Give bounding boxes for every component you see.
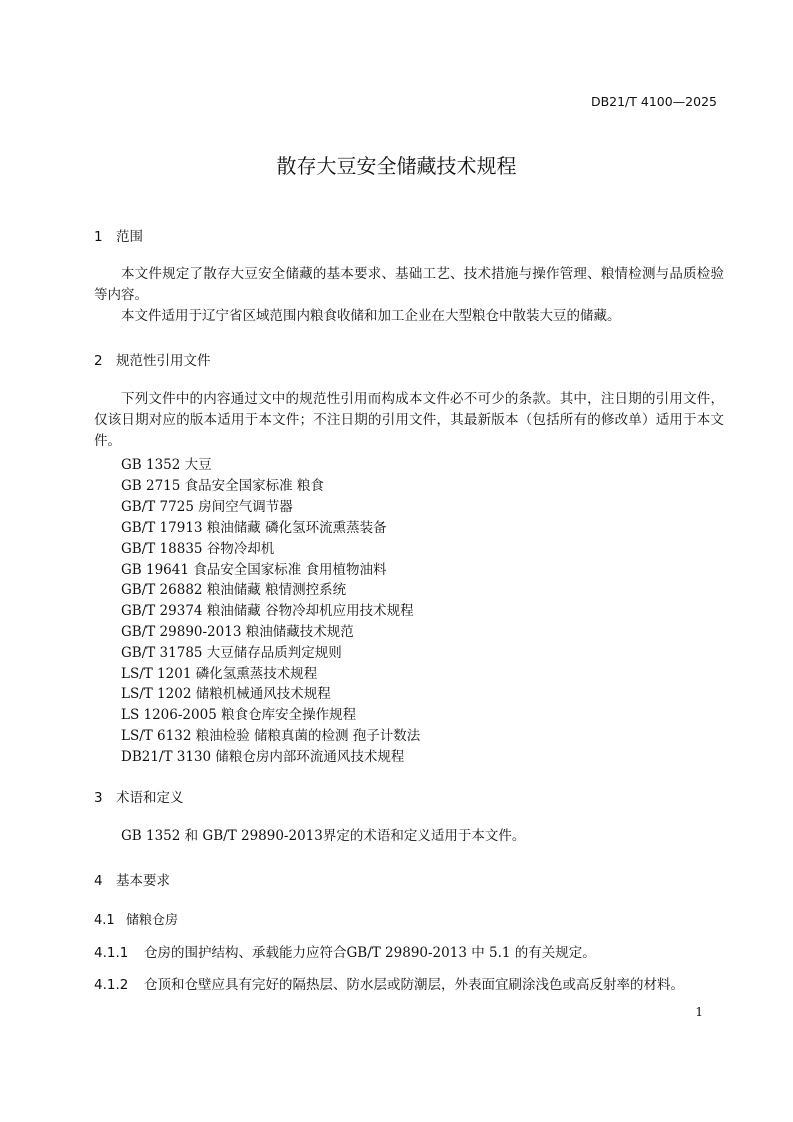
subsection-title: 储粮仓房 [126,913,179,928]
section-title: 基本要求 [116,873,170,889]
clause-number: 4.1.2 [94,977,129,993]
clause-text: 仓房的围护结构、承载能力应符合GB/T 29890-2013 中 5.1 的有关规定。 [144,945,596,961]
subsection-heading-storage-warehouse [94,909,178,928]
references-intro: 下列文件中的内容通过文中的规范性引用而构成本文件必不可少的条款。其中，注日期的引用文件，仅该日期对应的版本适用于本文件；不注日期的引用文件，其最新版本（包括所有的修改单）适用于本文件。 [94,391,724,449]
section-title: 术语和定义 [116,790,184,806]
reference-item: GB 1352 大豆 [121,457,212,473]
clause-text: 仓顶和仓壁应具有完好的隔热层、防水层或防潮层，外表面宜刷涂浅色或高反射率的材料。 [144,977,684,993]
terms-paragraph: GB 1352 和 GB/T 29890-2013界定的术语和定义适用于本文件。 [121,828,526,844]
reference-item: GB/T 18835 谷物冷却机 [121,541,275,557]
reference-item: LS/T 1201 磷化氢熏蒸技术规程 [121,666,318,682]
standard-code: DB21/T 4100—2025 [590,94,717,109]
clause-number: 4.1.1 [94,945,129,961]
reference-item: GB/T 31785 大豆储存品质判定规则 [121,645,342,661]
section-number: 2 [94,353,103,369]
reference-item: GB 2715 食品安全国家标准 粮食 [121,478,324,494]
section-heading-basic-requirements [94,869,170,889]
clause-4-1-1 [94,941,724,961]
reference-item: DB21/T 3130 储粮仓房内部环流通风技术规程 [121,749,405,765]
reference-item: GB/T 26882 粮油储藏 粮情测控系统 [121,582,347,598]
reference-item: GB/T 29374 粮油储藏 谷物冷却机应用技术规程 [121,603,414,619]
section-heading-scope [94,225,143,245]
reference-item: LS/T 6132 粮油检验 储粮真菌的检测 孢子计数法 [121,728,421,744]
scope-paragraph-2: 本文件适用于辽宁省区域范围内粮食收储和加工企业在大型粮仓中散装大豆的储藏。 [121,308,621,324]
document-title: 散存大豆安全储藏技术规程 [276,154,517,178]
reference-item: GB/T 7725 房间空气调节器 [121,499,293,515]
reference-item: GB/T 17913 粮油储藏 磷化氢环流熏蒸装备 [121,520,387,536]
subsection-number: 4.1 [94,913,115,928]
section-title: 范围 [116,229,143,245]
section-heading-normative-references [94,349,211,369]
reference-item: GB/T 29890-2013 粮油储藏技术规范 [121,624,354,640]
section-number: 3 [94,790,103,806]
reference-item: LS 1206-2005 粮食仓库安全操作规程 [121,707,357,723]
scope-paragraph-1: 本文件规定了散存大豆安全储藏的基本要求、基础工艺、技术措施与操作管理、粮情检测与品质检验等内容。 [94,266,724,303]
section-number: 4 [94,873,103,889]
reference-item: LS/T 1202 储粮机械通风技术规程 [121,686,331,702]
section-heading-terms [94,786,184,806]
section-number: 1 [94,229,103,245]
page-number: 1 [695,1005,703,1019]
reference-item: GB 19641 食品安全国家标准 食用植物油料 [121,562,387,578]
section-title: 规范性引用文件 [116,353,211,369]
clause-4-1-2 [94,973,724,993]
